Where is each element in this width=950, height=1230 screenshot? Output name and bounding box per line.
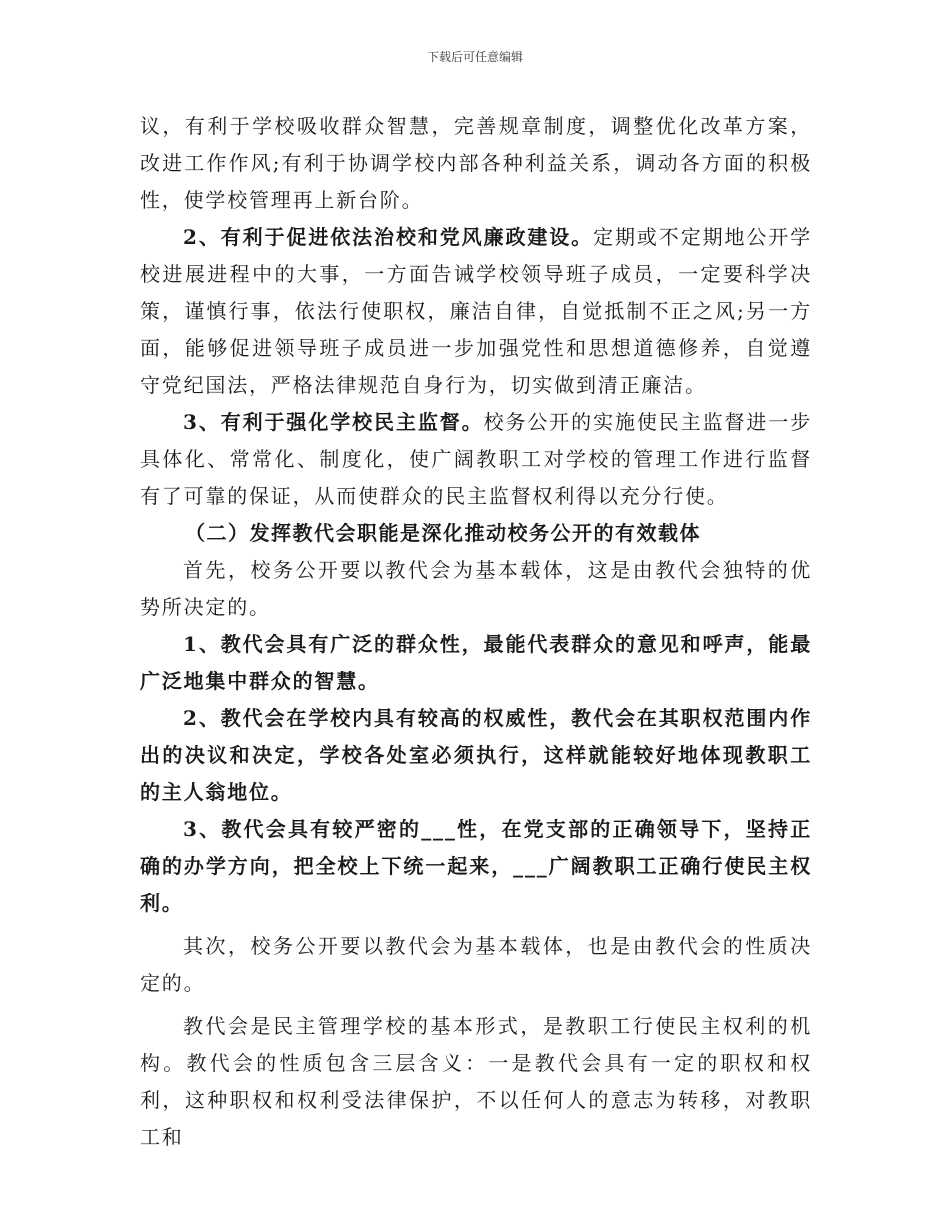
paragraph-point-3 (140, 404, 812, 515)
point-2-text: 定期或不定期地公开学校进展进程中的大事，一方面告诫学校领导班子成员，一定要科学决策，谨慎行事，依法行使职权，廉洁自律，自觉抵制不正之风;另一方面，能够促进领导班子成员进一步加强党性和思想道德修养，自觉遵守党纪国法，严格法律规范自身行为，切实做到清正廉洁。 (140, 225, 813, 397)
document-body (140, 108, 812, 1156)
paragraph-continuation: 议，有利于学校吸收群众智慧，完善规章制度，调整优化改革方案，改进工作作风;有利于协调学校内部各种利益关系，调动各方面的积极性，使学校管理再上新台阶。 (140, 114, 812, 212)
paragraph-point-2 (140, 219, 812, 404)
point-3-heading: 3、有利于强化学校民主监督。 (183, 410, 484, 434)
paragraph-item-2: 2、教代会在学校内具有较高的权威性，教代会在其职权范围内作出的决议和决定，学校各处室必须执行，这样就能较好地体现教职工的主人翁地位。 (140, 706, 812, 804)
paragraph-first: 首先，校务公开要以教代会为基本载体，这是由教代会独特的优势所决定的。 (140, 558, 812, 619)
point-3-text: 校务公开的实施使民主监督进一步具体化、常常化、制度化，使广阔教职工对学校的管理工作进行监督有了可靠的保证，从而使群众的民主监督权利得以充分行使。 (140, 410, 812, 508)
paragraph-second: 其次，校务公开要以教代会为基本载体，也是由教代会的性质决定的。 (140, 934, 812, 995)
paragraph-nature: 教代会是民主管理学校的基本形式，是教职工行使民主权利的机构。教代会的性质包含三层含义：一是教代会具有一定的职权和权利，这种职权和权利受法律保护，不以任何人的意志为转移，对教职工和 (140, 1014, 812, 1149)
page-header: 下载后可任意编辑 (426, 50, 523, 64)
section-heading: （二）发挥教代会职能是深化推动校务公开的有效载体 (185, 521, 701, 545)
paragraph-item-1: 1、教代会具有广泛的群众性，最能代表群众的意见和呼声，能最广泛地集中群众的智慧。 (140, 632, 812, 693)
paragraph-item-3: 3、教代会具有较严密的___性，在党支部的正确领导下，坚持正确的办学方向，把全校上下统一起来，___广阔教职工正确行使民主权利。 (140, 817, 812, 915)
point-2-heading: 2、有利于促进依法治校和党风廉政建设。 (183, 225, 594, 249)
